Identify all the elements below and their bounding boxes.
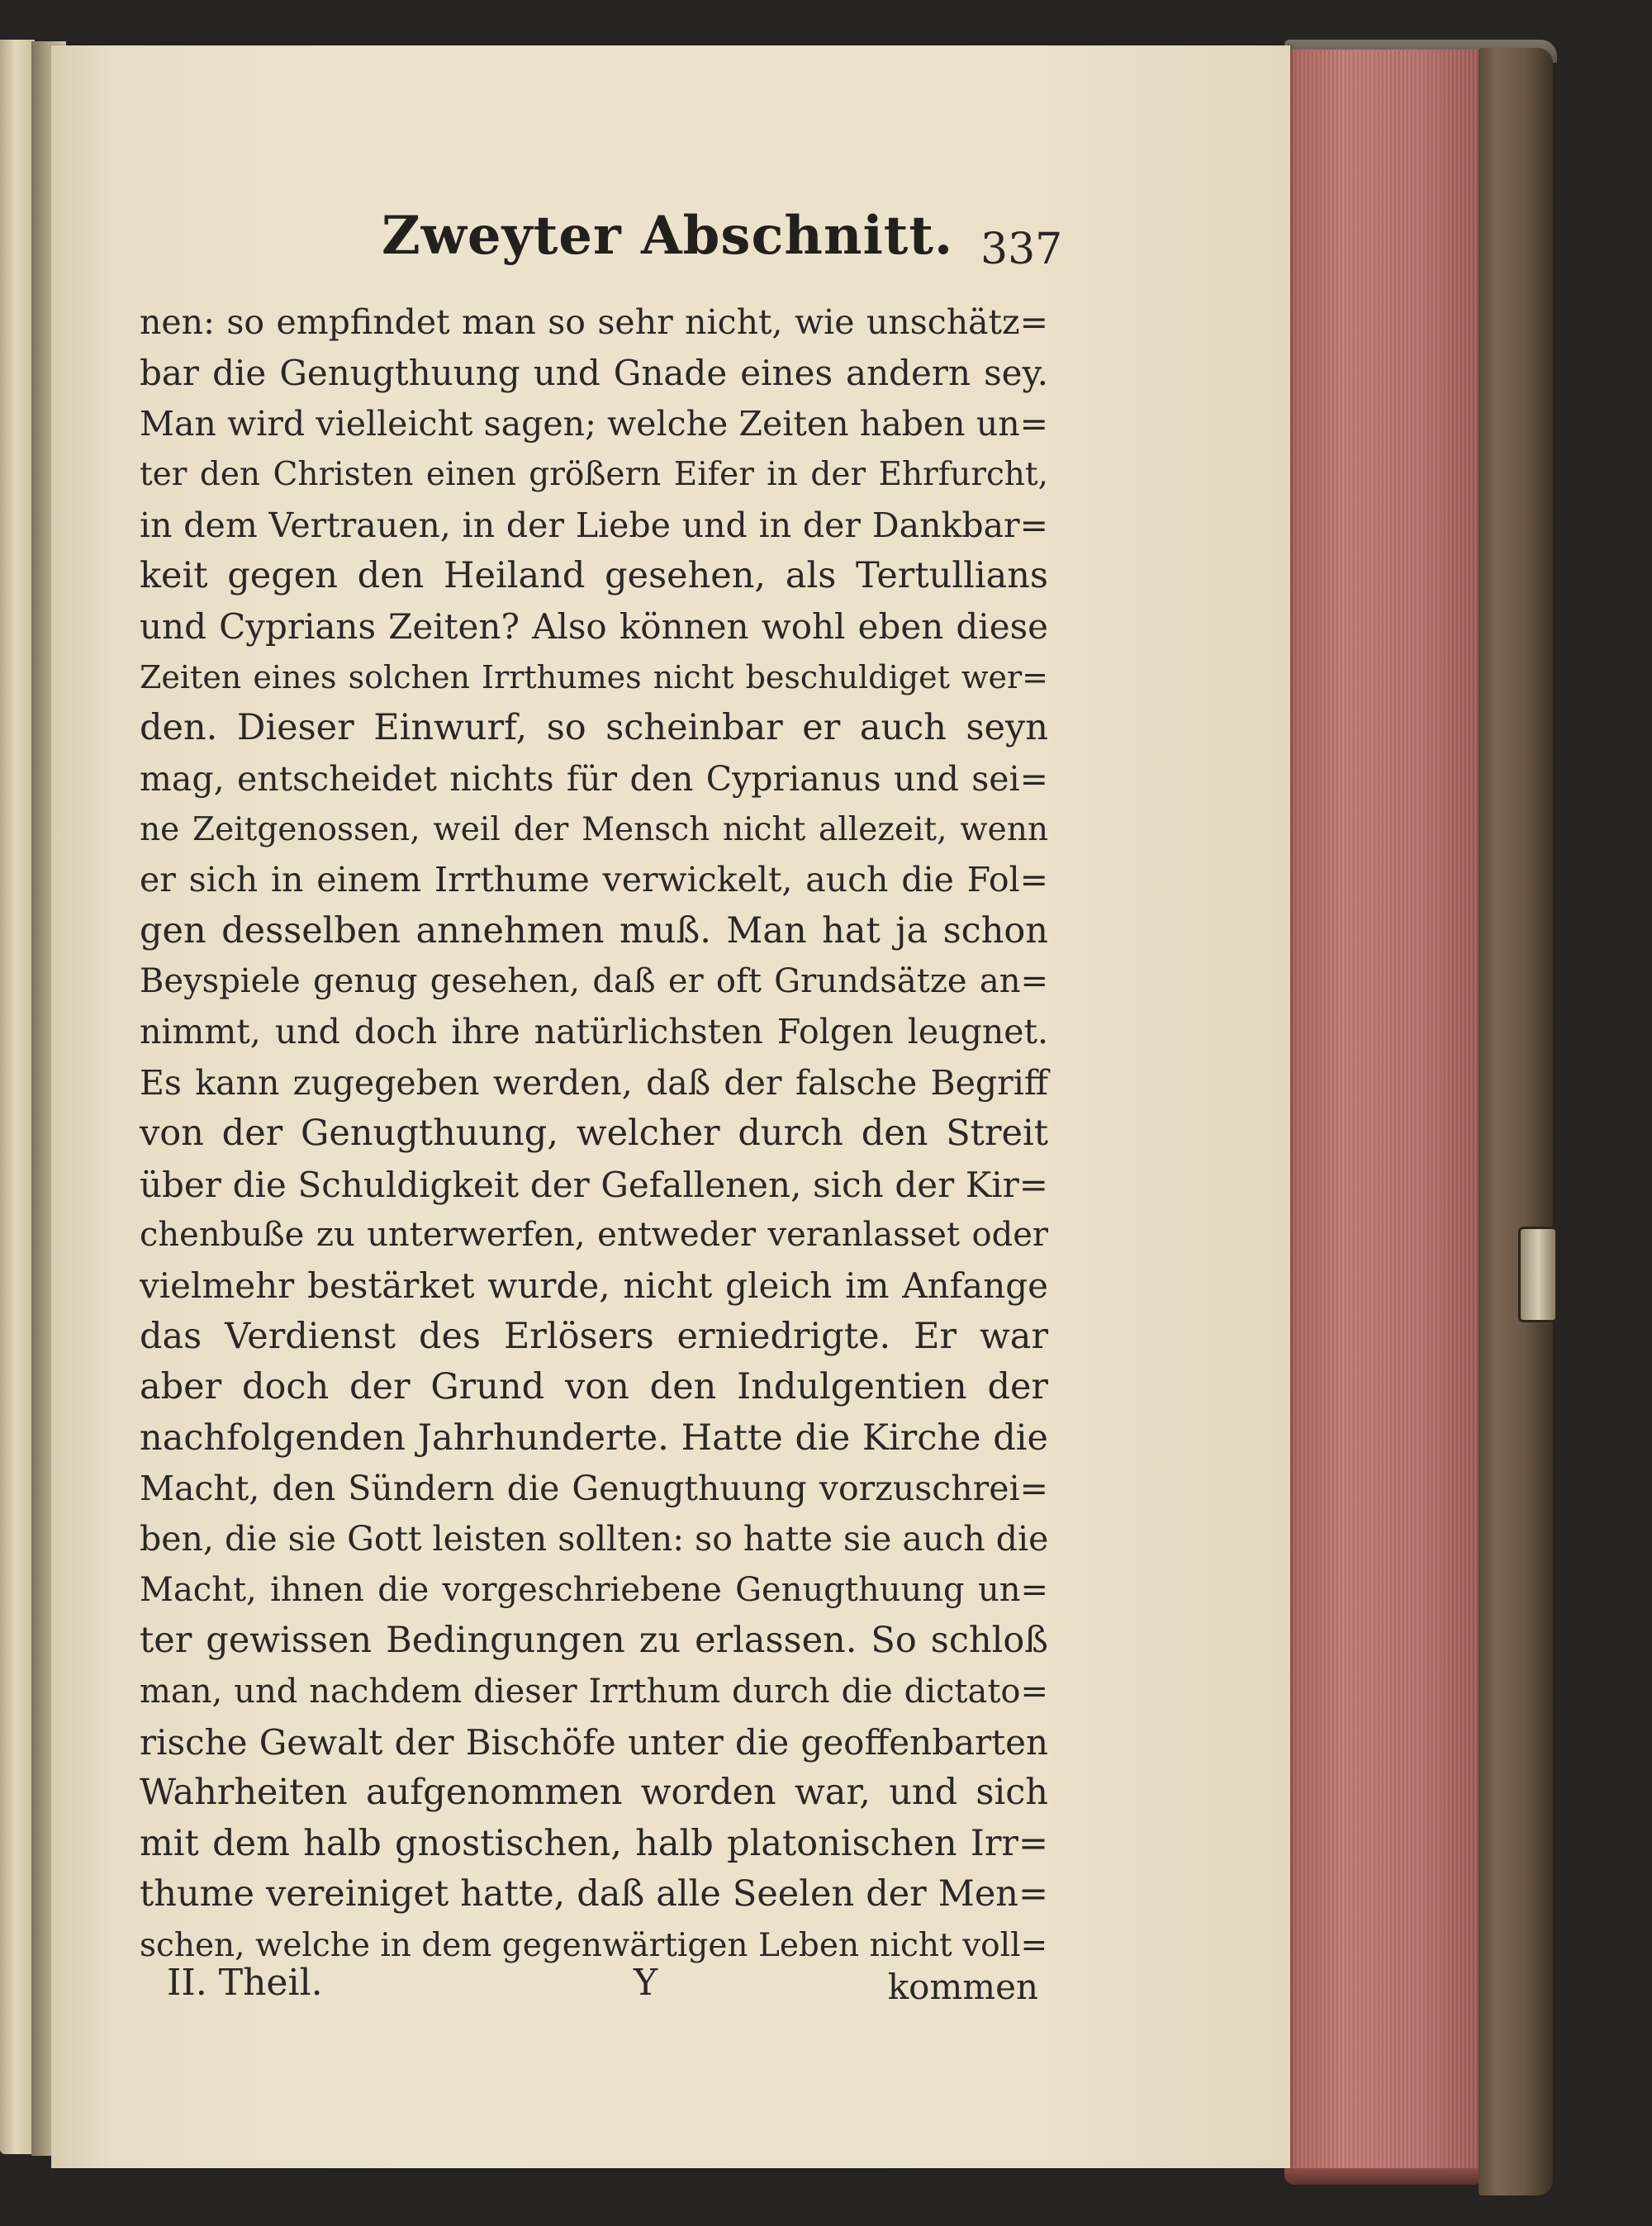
text-line: das Verdienst des Erlösers erniedrigte. Er war	[140, 1315, 1048, 1357]
text-line: ter gewissen Bedingungen zu erlassen. So schloß	[140, 1620, 1048, 1662]
text-line: Es kann zugegeben werden, daß der falsche Begriff	[140, 1062, 1048, 1103]
text-line: und Cyprians Zeiten? Also können wohl eben diese	[140, 606, 1048, 648]
text-line: Beyspiele genug gesehen, daß er oft Grundsätze an=	[140, 962, 1048, 1001]
text-line: Wahrheiten aufgenommen worden war, und sich	[140, 1772, 1048, 1814]
page-header	[382, 190, 1063, 281]
red-page-edges	[1284, 50, 1483, 2176]
text-line: man, und nachdem dieser Irrthum durch die dictato=	[140, 1672, 1048, 1711]
text-line: vielmehr bestärket wurde, nicht gleich im Anfange	[140, 1265, 1048, 1307]
text-line: chenbuße zu unterwerfen, entweder veranlasset oder	[140, 1216, 1048, 1255]
text-line: rische Gewalt der Bischöfe unter die geoffenbarten	[140, 1721, 1048, 1763]
text-line: Zeiten eines solchen Irrthumes nicht beschuldiget wer=	[140, 658, 1048, 695]
catchword: kommen	[887, 1967, 1038, 2007]
page-number: 337	[980, 225, 1063, 274]
bookmark-clip	[1518, 1227, 1558, 1322]
text-line: von der Genugthuung, welcher durch den Streit	[140, 1113, 1048, 1155]
text-line: Man wird vielleicht sagen; welche Zeiten haben un=	[140, 403, 1048, 444]
text-line: schen, welche in dem gegenwärtigen Leben nicht voll=	[140, 1926, 1048, 1964]
text-line: bar die Genugthuung und Gnade eines andern sey.	[140, 353, 1048, 394]
body-text	[140, 297, 1048, 1971]
text-line: den. Dieser Einwurf, so scheinbar er auch seyn	[140, 707, 1048, 749]
running-title: Zweyter Abschnitt.	[382, 205, 954, 267]
text-line: er sich in einem Irrthume verwickelt, auch die Fol=	[140, 860, 1048, 900]
text-line: nachfolgenden Jahrhunderte. Hatte die Kirche die	[140, 1417, 1048, 1459]
text-line: ne Zeitgenossen, weil der Mensch nicht allezeit, wenn	[140, 810, 1048, 848]
text-line: Macht, ihnen die vorgeschriebene Genugthuung un=	[140, 1570, 1048, 1609]
text-line: aber doch der Grund von den Indulgentien der	[140, 1366, 1048, 1408]
previous-page-edge	[0, 40, 35, 2154]
text-line: über die Schuldigkeit der Gefallenen, sich der Kir=	[140, 1164, 1048, 1205]
text-line: mag, entscheidet nichts für den Cyprianus und sei=	[140, 758, 1048, 799]
part-label: II. Theil.	[167, 1962, 323, 2004]
text-line: mit dem halb gnostischen, halb platonischen Irr=	[140, 1822, 1048, 1864]
text-line: nen: so empfindet man so sehr nicht, wie unschätz=	[140, 302, 1048, 342]
text-line: thume vereiniget hatte, daß alle Seelen der Men=	[140, 1873, 1048, 1915]
page-edges-bottom	[1284, 2168, 1483, 2185]
signature-mark: Y	[634, 1962, 658, 2004]
text-line: gen desselben annehmen muß. Man hat ja schon	[140, 909, 1048, 952]
text-line: keit gegen den Heiland gesehen, als Tertullians	[140, 554, 1048, 596]
book-cover-binding	[1479, 48, 1553, 2195]
text-line: nimmt, und doch ihre natürlichsten Folgen leugnet.	[140, 1012, 1048, 1052]
text-line: ben, die sie Gott leisten sollten: so hatte sie auch die	[140, 1519, 1049, 1559]
text-line: Macht, den Sündern die Genugthuung vorzuschrei=	[140, 1468, 1048, 1508]
text-line: ter den Christen einen größern Eifer in der Ehrfurcht,	[140, 456, 1048, 494]
page	[51, 45, 1290, 2168]
page-footer	[167, 1962, 1038, 2020]
text-line: in dem Vertrauen, in der Liebe und in der Dankbar=	[140, 505, 1048, 545]
